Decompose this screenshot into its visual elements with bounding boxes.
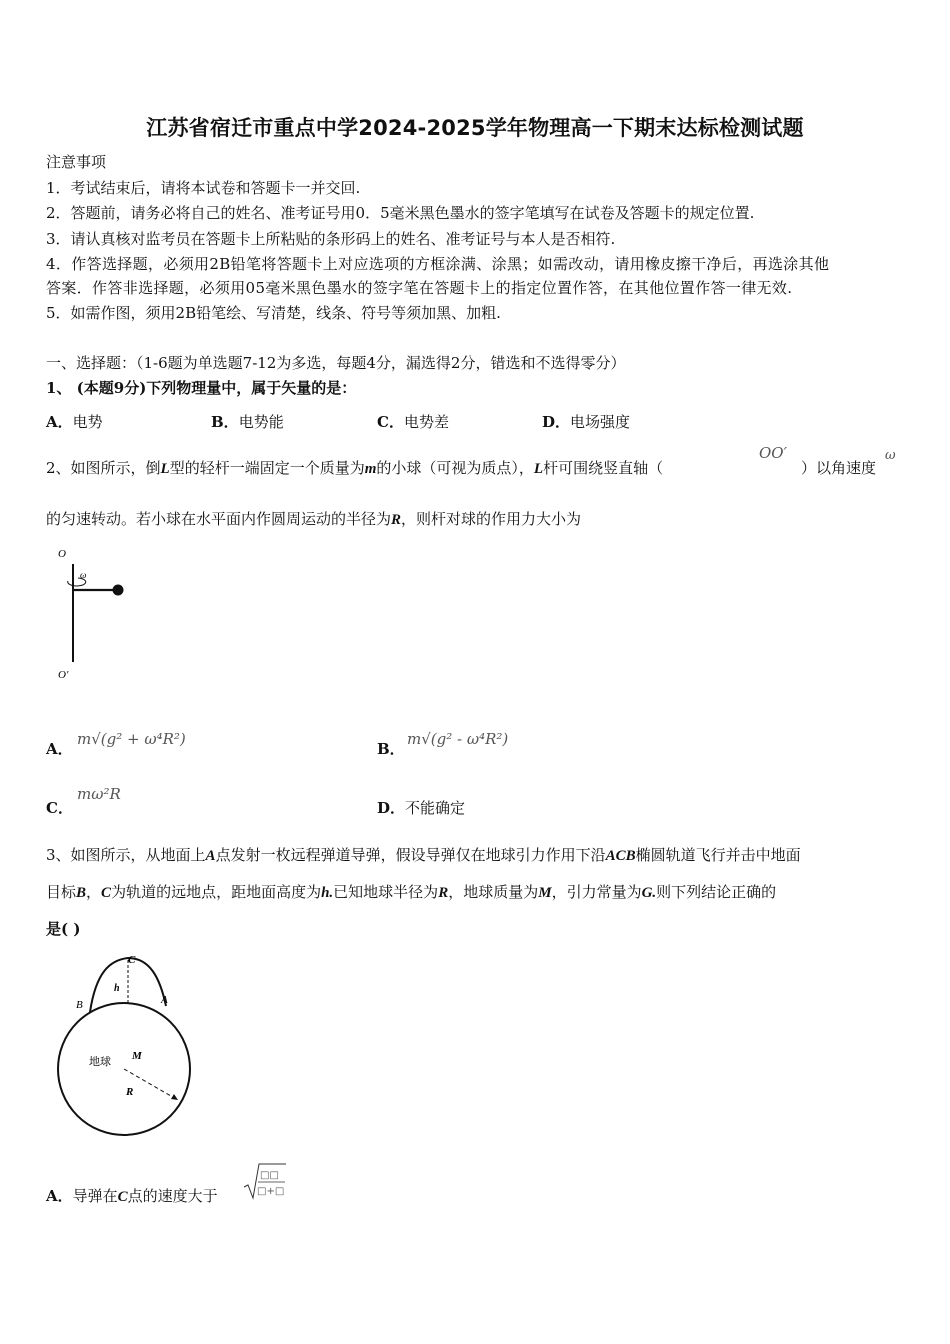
- q2-option-a: [46, 738, 73, 759]
- q2-text-f: 的匀速转动。若小球在水平面内作圆周运动的半径为: [46, 510, 392, 528]
- q3-text-2a: 目标: [46, 883, 77, 901]
- q1-option-c-text: 电势差: [403, 413, 449, 431]
- q1-option-d-text: 电场强度: [570, 413, 631, 431]
- q1-option-b-letter: B．: [211, 413, 239, 431]
- q2-option-d-letter: D．: [377, 799, 406, 817]
- note-item-4: 4．作答选择题，必须用2B铅笔将答题卡上对应选项的方框涂满、涂黑；如需改动，请用橡皮擦干净后，再选涂其他: [46, 255, 830, 273]
- q1-option-c: [377, 411, 449, 432]
- q2-var-m: m: [364, 461, 377, 477]
- section-heading: 一、选择题：（1-6题为单选题7-12为多选，每题4分，漏选得2分，错选和不选得零分）: [46, 354, 626, 372]
- q3-option-a-letter: A．: [46, 1187, 73, 1205]
- q2-text-e: ）以角速度: [801, 459, 877, 477]
- q1-option-a-text: 电势: [72, 413, 103, 431]
- q3-text-1a: 3、如图所示，从地面上: [46, 846, 206, 864]
- q3-var-B: B: [76, 885, 87, 901]
- q2-var-L2: L: [533, 461, 544, 477]
- q3-stem-line2: [46, 881, 776, 902]
- q3-option-a-numerator: □□: [260, 1170, 279, 1181]
- q1-option-d-letter: D．: [542, 413, 571, 431]
- q2-stem-line2: [46, 508, 581, 529]
- q3-var-h: h.: [321, 885, 334, 901]
- q1-stem-text: 1、 (本题9分)下列物理量中，属于矢量的是：: [46, 379, 357, 397]
- q2-axis-symbol: OO′: [759, 444, 788, 462]
- q3-text-2e: ，地球质量为: [448, 883, 539, 901]
- q3-option-a-denominator: □+□: [257, 1186, 285, 1197]
- q3-fig-label-b: B: [76, 999, 83, 1011]
- q2-text-b: 型的轻杆一端固定一个质量为: [169, 459, 365, 477]
- q3-var-A: A: [205, 848, 216, 864]
- q2-option-b-letter: B．: [377, 740, 405, 758]
- q3-text-2b: ，: [86, 883, 102, 901]
- q1-option-a: [46, 411, 103, 432]
- page-title: 江苏省宿迁市重点中学2024-2025学年物理高一下期末达标检测试题: [146, 116, 804, 140]
- q3-option-a-text-b: 点的速度大于: [127, 1187, 218, 1205]
- q3-var-M: M: [538, 885, 552, 901]
- q2-text-g: ，则杆对球的作用力大小为: [401, 510, 582, 528]
- q2-option-c-formula: mω²R: [77, 785, 121, 803]
- q2-var-L: L: [160, 461, 170, 477]
- note-item-5: 5．如需作图，须用2B铅笔绘、写清楚，线条、符号等须加黑、加粗.: [46, 304, 501, 322]
- q3-option-a-var-c: C: [117, 1189, 128, 1205]
- q1-option-a-letter: A．: [46, 413, 73, 431]
- q2-fig-ball: [113, 585, 124, 596]
- q3-text-2c: 为轨道的远地点，距地面高度为: [111, 883, 322, 901]
- q3-text-2g: 则下列结论正确的: [656, 883, 777, 901]
- q3-text-2f: ，引力常量为: [551, 883, 642, 901]
- q1-option-b: [211, 411, 284, 432]
- q1-option-c-letter: C．: [377, 413, 404, 431]
- q2-option-b: [377, 738, 405, 759]
- q3-fig-label-h: h: [114, 983, 120, 994]
- q3-option-a-text-a: 导弹在: [72, 1187, 118, 1205]
- note-item-3: 3．请认真核对监考员在答题卡上所粘贴的条形码上的姓名、准考证号与本人是否相符.: [46, 230, 616, 248]
- q1-option-b-text: 电势能: [238, 413, 284, 431]
- q3-stem-line1: [46, 844, 801, 865]
- q3-fig-label-a: A: [161, 994, 168, 1006]
- q3-var-R: R: [438, 885, 449, 901]
- q2-rotating-rod-figure: [52, 544, 142, 689]
- q3-var-C: C: [101, 885, 112, 901]
- q2-stem-line1: [46, 457, 663, 478]
- q3-fig-radius-arrowhead: [171, 1094, 178, 1100]
- q2-option-d-text: 不能确定: [405, 799, 466, 817]
- q3-fig-label-m: M: [132, 1050, 142, 1062]
- q2-option-c: [46, 797, 73, 818]
- q3-text-1c: 椭圆轨道飞行并击中地面: [635, 846, 801, 864]
- q3-var-ACB: ACB: [605, 848, 636, 864]
- q2-text-c: 的小球（可视为质点），: [376, 459, 534, 477]
- note-item-1: 1．考试结束后，请将本试卷和答题卡一并交回.: [46, 179, 361, 197]
- q2-omega-symbol: ω: [885, 448, 896, 463]
- q2-var-R: R: [391, 512, 402, 528]
- q3-text-2d: 已知地球半径为: [333, 883, 439, 901]
- q2-text-a: 2、如图所示，倒: [46, 459, 161, 477]
- q3-fig-label-c: C: [128, 954, 136, 966]
- q3-var-G: G.: [641, 885, 657, 901]
- q2-option-a-letter: A．: [46, 740, 73, 758]
- q2-fig-label-o: O: [58, 548, 66, 560]
- q2-option-b-formula: m√(g² - ω⁴R²): [407, 730, 509, 748]
- q3-option-a-sqrt-fraction: [243, 1161, 287, 1201]
- q1-stem: [46, 377, 356, 398]
- q3-fig-label-earth: 地球: [89, 1055, 111, 1068]
- q3-fig-label-r: R: [126, 1086, 134, 1098]
- q2-option-d: [377, 797, 465, 818]
- q3-option-a: [46, 1185, 218, 1206]
- q3-earth-orbit-figure: [44, 944, 204, 1139]
- q2-fig-label-omega: ω: [80, 570, 87, 580]
- q2-fig-label-o-prime: O′: [58, 669, 69, 681]
- q2-option-a-formula: m√(g² + ω⁴R²): [77, 730, 186, 748]
- note-item-2: 2．答题前，请务必将自己的姓名、准考证号用0．5毫米黑色墨水的签字笔填写在试卷及答题卡的规定位置.: [46, 204, 755, 222]
- note-item-4-cont: 答案．作答非选择题，必须用05毫米黑色墨水的签字笔在答题卡上的指定位置作答，在其他位置作答一律无效.: [46, 279, 793, 297]
- q3-text-1b: 点发射一枚远程弹道导弹，假设导弹仅在地球引力作用下沿: [215, 846, 606, 864]
- q3-stem-line3: 是( ): [46, 920, 81, 938]
- q2-option-c-letter: C．: [46, 799, 73, 817]
- q2-text-d: 杆可围绕竖直轴（: [543, 459, 664, 477]
- notes-heading: 注意事项: [46, 153, 107, 171]
- q1-option-d: [542, 411, 630, 432]
